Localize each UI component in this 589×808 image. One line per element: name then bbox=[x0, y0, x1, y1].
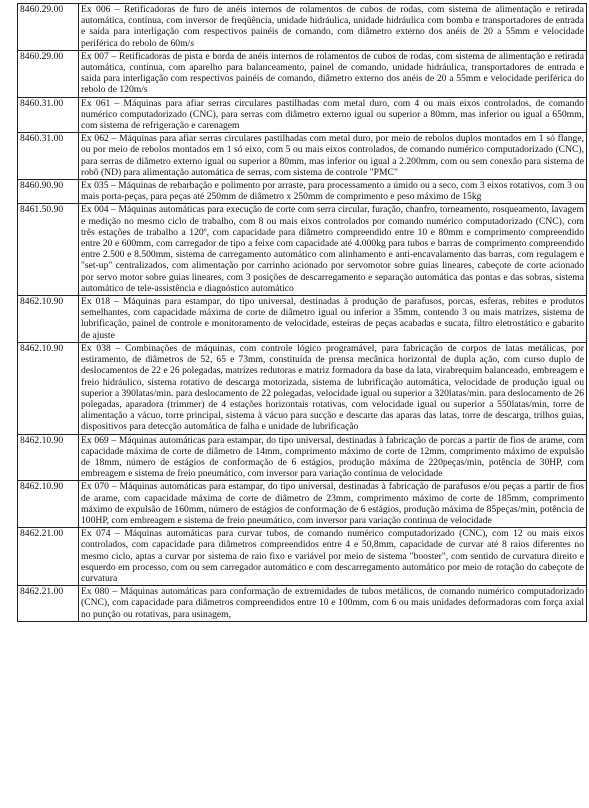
table-row bbox=[18, 50, 587, 97]
table-row bbox=[18, 342, 587, 434]
table-row bbox=[18, 481, 587, 528]
ncm-code-cell: 8460.31.00 bbox=[18, 133, 79, 180]
table-row bbox=[18, 4, 587, 51]
ex-description-cell: Ex 004 – Máquinas automáticas para execução de corte com serra circular, furação, chanfro, torneamento, rosqueamento, lavagem e medição no mesmo ciclo de trabalho, com 8 ou mais eixos controlados por comando numérico computadorizado (CNC), com três estações de trabalho a 120º, com capacidade para diâmetro compreendido entre 10 e 80mm e comprimento compreendido entre 20 e 600mm, com carregador de tipo a feixe com capacidade até 4.000kg para tubos e barras de comprimento compreendido entre 2.500 e 8.500mm, sistema de carregamento automático com alinhamento e anti-encavalamento das barras, com regulagem e "set-up" centralizados, com alimentação por carrinho acionado por servomotor sobre guias lineares, cabeçote de corte acionado por servo motor sobre guias lineares, com 3 posições de descarregamento e separação automática das pontas e das sobras, sistema automático de tele-assistência e diagnóstico automático bbox=[79, 204, 587, 296]
ncm-code-cell: 8460.29.00 bbox=[18, 4, 79, 51]
ncm-code-cell: 8460.29.00 bbox=[18, 50, 79, 97]
ex-description-cell: Ex 074 – Máquinas automáticas para curvar tubos, de comando numérico computadorizado (CNC), com 12 ou mais eixos controlados, com capacidade para diâmetros compreendidos entre 4 e 50,8mm, capacidade de curvar até 8 raios diferentes no mesmo ciclo, aptas a curvar por sistema de raio fixo e variável por meio de sistema "booster", com sentido de curvatura direito e esquerdo em processo, com ou sem carregador automático e com descarregamento automático por meio de rotação do cabeçote de curvatura bbox=[79, 528, 587, 586]
ex-description-cell: Ex 006 – Retificadoras de furo de anéis internos de rolamentos de cubos de rodas, com sistema de alimentação e retirada automática, contínua, com inversor de freqüência, unidade hidráulica, unidade hidráulica com bomba e transportadores de entrada e saída para interligação com respectivos painéis de comando, com diâmetro externo dos anéis de 20 a 55mm e velocidade periférica do rebolo de 60m/s bbox=[79, 4, 587, 51]
table-row bbox=[18, 296, 587, 343]
ex-description-cell: Ex 062 – Máquinas para afiar serras circulares pastilhadas com metal duro, por meio de rebolos duplos montados em 1 só flange, ou por meio de rebolos montados em 1 só eixo, com 5 ou mais eixos controlados, de comando numérico computadorizado (CNC), para serras de diâmetro externo igual ou superior a 80mm, mas inferior ou igual a 2.200mm, com ou sem conexão para sistema de robô (ND) para alimentação automática de serras, com sistema de controle "PMC" bbox=[79, 133, 587, 180]
ncm-code-cell: 8462.10.90 bbox=[18, 296, 79, 343]
ncm-code-cell: 8462.10.90 bbox=[18, 342, 79, 434]
ex-description-cell: Ex 035 – Máquinas de rebarbação e polimento por arraste, para processamento a úmido ou a seco, com 3 eixos rotativos, com 3 ou mais porta-peças, para peças até 250mm de diâmetro x 250mm de comprimento e peso máximo de 15kg bbox=[79, 180, 587, 204]
ncm-code-cell: 8462.21.00 bbox=[18, 586, 79, 622]
ex-description-cell: Ex 007 – Retificadoras de pista e borda de anéis internos de rolamentos de cubos de rodas, com sistema de alimentação e retirada automática, contínua, com aparelho para balanceamento, painel de comando, unidade hidráulica, transportadores de entrada e saída para interligação com respectivos painéis de comando, diâmetro externo dos anéis de 20 a 55mm e velocidade periférica do rebolo de 120m/s bbox=[79, 50, 587, 97]
tariff-table bbox=[17, 3, 587, 622]
ncm-code-cell: 8462.10.90 bbox=[18, 481, 79, 528]
table-row bbox=[18, 528, 587, 586]
table-row bbox=[18, 133, 587, 180]
ncm-code-cell: 8462.10.90 bbox=[18, 434, 79, 481]
ncm-code-cell: 8461.50.90 bbox=[18, 204, 79, 296]
ncm-code-cell: 8462.21.00 bbox=[18, 528, 79, 586]
ncm-code-cell: 8460.90.90 bbox=[18, 180, 79, 204]
table-row bbox=[18, 180, 587, 204]
ncm-code-cell: 8460.31.00 bbox=[18, 97, 79, 133]
ex-description-cell: Ex 018 – Máquinas para estampar, do tipo universal, destinadas à produção de parafusos, porcas, esferas, rebites e produtos semelhantes, com capacidade máxima de corte de diâmetro igual ou inferior a 35mm, contendo 3 ou mais matrizes, sistema de lubrificação, painel de controle e monitoramento de velocidade, esteiras de peças acabadas e sucata, filtro eletrostático e gabarito de ajuste bbox=[79, 296, 587, 343]
ex-description-cell: Ex 061 – Máquinas para afiar serras circulares pastilhadas com metal duro, com 4 ou mais eixos controlados, de comando numérico computadorizado (CNC), para serras com diâmetro externo igual ou superior a 80mm, mas inferior ou igual a 650mm, com sistema de refrigeração e carenagem bbox=[79, 97, 587, 133]
ex-description-cell: Ex 069 – Máquinas automáticas para estampar, do tipo universal, destinadas à fabricação de porcas a partir de fios de arame, com capacidade máxima de corte de diâmetro de 14mm, comprimento máximo de corte de 12mm, comprimento máximo de expulsão de 18mm, número de estágios de conformação de 6 estágios, produção máxima de 220peças/min, potência de 30HP, com embreagem e sistema de freio pneumático, com inversor para variação contínua de velocidade bbox=[79, 434, 587, 481]
table-row bbox=[18, 586, 587, 622]
table-row bbox=[18, 97, 587, 133]
ex-description-cell: Ex 070 – Máquinas automáticas para estampar, do tipo universal, destinadas à fabricação de parafusos e/ou peças a partir de fios de arame, com capacidade máxima de corte de diâmetro de 23mm, comprimento máximo de corte de 185mm, comprimento máximo de expulsão de 160mm, número de estágios de conformação de 6 estágios, produção máxima de 85peças/min, potência de 100HP, com embreagem e sistema de freio pneumático, com inversor para variação contínua de velocidade bbox=[79, 481, 587, 528]
tariff-table-body bbox=[18, 4, 587, 622]
ex-description-cell: Ex 038 – Combinações de máquinas, com controle lógico programável, para fabricação de corpos de latas metálicas, por estiramento, de diâmetros de 52, 65 e 73mm, constituída de prensa mecânica horizontal de dupla ação, com curso duplo de deslocamentos de 22 e 26 polegadas, matrizes redutoras e matriz formadora da base da lata, virabrequim balanceado, embreagem e freio hidráulico, sistema rotativo de descarga motorizada, sistema de lubrificação automática, velocidade de produção igual ou superior a 390latas/min. para deslocamento de 22 polegadas, velocidade igual ou superior a 320latas/min. para deslocamento de 26 polegadas, aparadora (trimmer) de 4 estações horizontais rotativas, com velocidade igual ou superior a 550latas/min, torre de alimentação a vácuo, torre principal, sistema à vácuo para sucção e descarte das aparas das latas, torre de descarga, trilhos guias, dispositivos para detecção automática de falha e unidade de lubrificação bbox=[79, 342, 587, 434]
ex-description-cell: Ex 080 – Máquinas automáticas para conformação de extremidades de tubos metálicos, de comando numérico computadorizado (CNC), com capacidade para diâmetros compreendidos entre 10 e 100mm, com 6 ou mais unidades deformadoras com força axial no punção ou rotativas, para usinagem, bbox=[79, 586, 587, 622]
table-row bbox=[18, 434, 587, 481]
table-row bbox=[18, 204, 587, 296]
